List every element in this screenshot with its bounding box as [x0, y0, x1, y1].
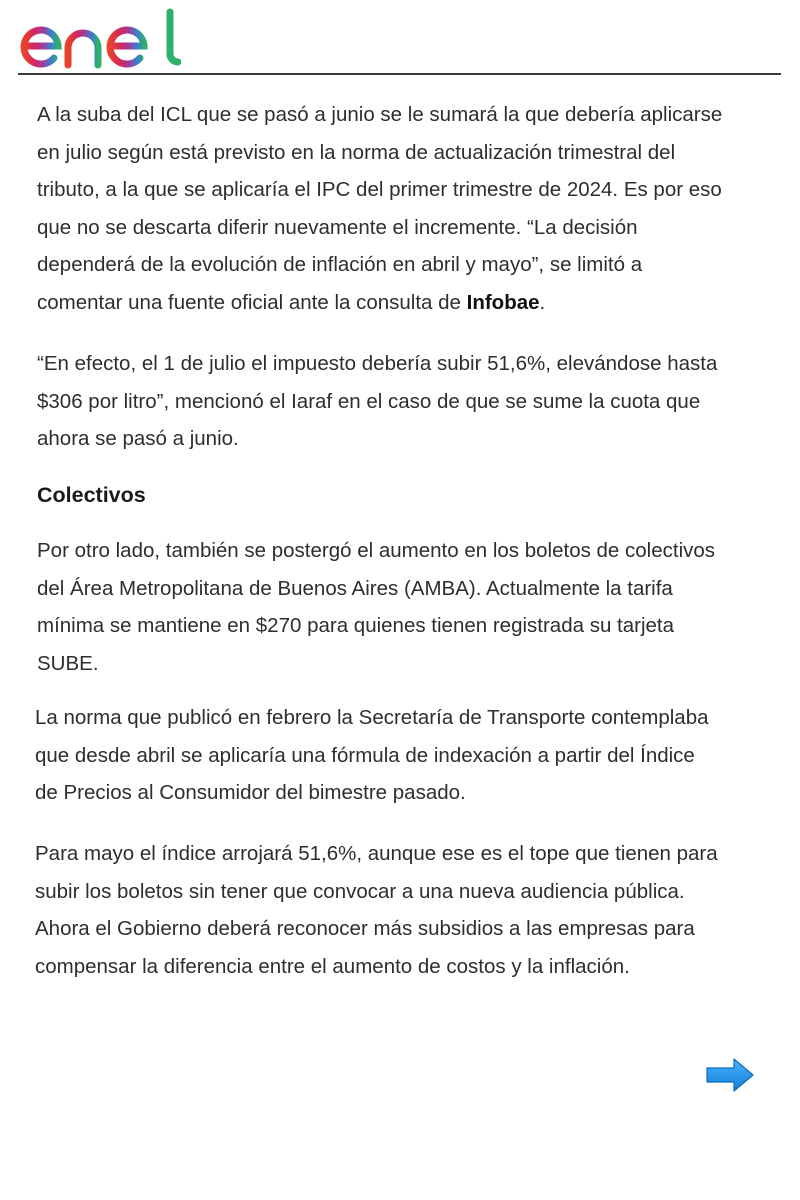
- text-line: “En efecto, el 1 de julio el impuesto debería subir 51,6%, elevándose hasta: [37, 352, 718, 375]
- header-divider: [18, 73, 781, 75]
- text-line: Por otro lado, también se postergó el aumento en los boletos de colectivos: [37, 539, 716, 562]
- text-fragment: comentar una fuente oficial ante la consulta de: [37, 290, 467, 314]
- text-line: A la suba del ICL que se pasó a junio se le sumará la que debería aplicarse: [37, 103, 723, 126]
- paragraph-icl: [37, 96, 722, 321]
- section-heading-colectivos: Colectivos: [37, 483, 146, 507]
- paragraph-colectivos: [37, 532, 715, 682]
- text-line: [37, 284, 722, 322]
- text-line: tributo, a la que se aplicaría el IPC del primer trimestre de 2024. Es por eso: [37, 178, 722, 201]
- text-line: en julio según está previsto en la norma de actualización trimestral del: [37, 140, 676, 164]
- text-line: que no se descarta diferir nuevamente el incremente. “La decisión: [37, 215, 638, 239]
- text-line: La norma que publicó en febrero la Secretaría de Transporte contemplaba: [35, 706, 709, 729]
- enel-logo[interactable]: [16, 8, 181, 70]
- text-line: Ahora el Gobierno deberá reconocer más subsidios a las empresas para: [35, 917, 695, 940]
- text-line: Para mayo el índice arrojará 51,6%, aunque ese es el tope que tienen para: [35, 842, 718, 865]
- text-line: compensar la diferencia entre el aumento de costos y la inflación.: [35, 954, 630, 978]
- paragraph-norma-transporte: [35, 699, 709, 812]
- page-header: [0, 0, 800, 76]
- text-line: mínima se mantiene en $270 para quienes tienen registrada su tarjeta: [37, 614, 675, 637]
- source-name: Infobae: [466, 290, 540, 314]
- text-line: subir los boletos sin tener que convocar a una nueva audiencia pública.: [35, 879, 685, 903]
- text-fragment: .: [539, 290, 546, 314]
- paragraph-indice-mayo: [35, 835, 718, 985]
- paragraph-iaraf-quote: [37, 345, 717, 458]
- text-line: que desde abril se aplicaría una fórmula de indexación a partir del Índice: [35, 743, 695, 767]
- text-line: del Área Metropolitana de Buenos Aires (AMBA). Actualmente la tarifa: [37, 576, 673, 600]
- text-line: dependerá de la evolución de inflación en abril y mayo”, se limitó a: [37, 253, 643, 276]
- text-line: ahora se pasó a junio.: [37, 427, 239, 450]
- text-line: de Precios al Consumidor del bimestre pasado.: [35, 781, 466, 804]
- text-line: $306 por litro”, mencionó el Iaraf en el caso de que se sume la cuota que: [37, 389, 701, 413]
- right-arrow-icon[interactable]: [704, 1056, 756, 1094]
- text-line: SUBE.: [37, 651, 99, 675]
